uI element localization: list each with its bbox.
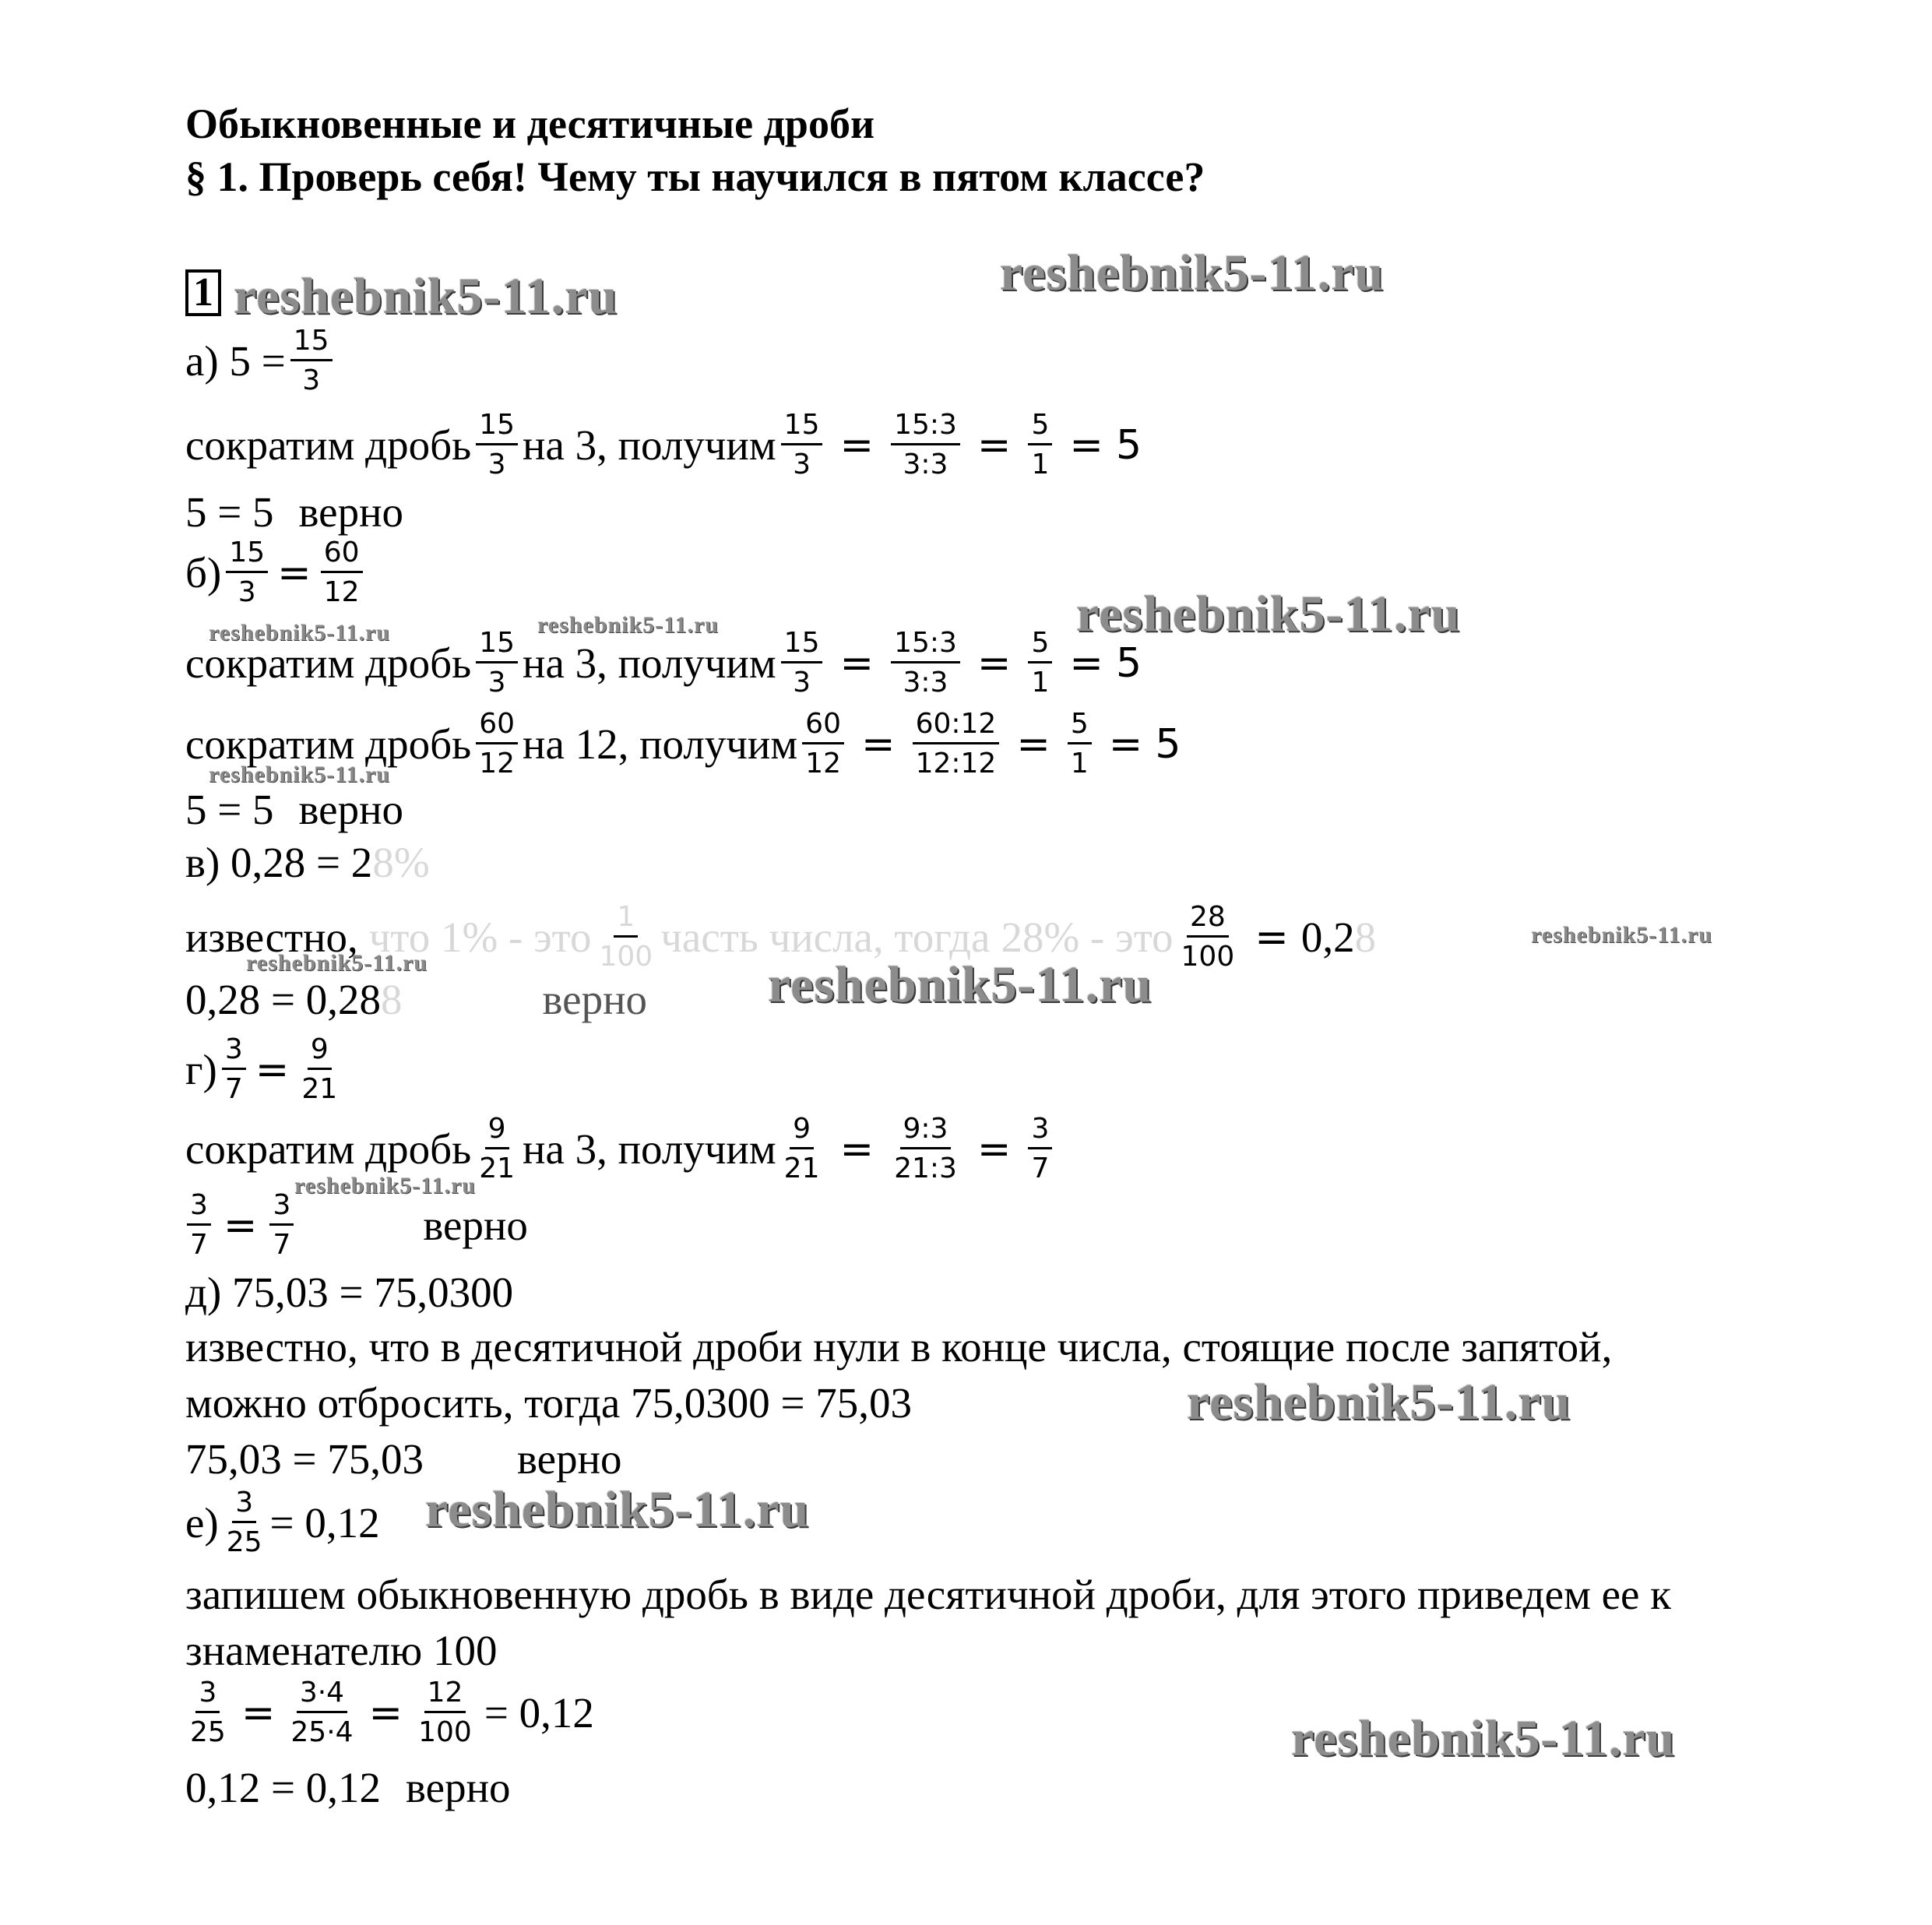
part-b-statement: б) $\frac{15}{3}$ = $\frac{60}{12}$	[185, 539, 368, 607]
fraction: $\frac{15:3}{3:3}$	[891, 411, 960, 479]
fraction: $\frac{12}{100}$	[418, 1677, 472, 1748]
fraction: $\frac{15}{3}$	[290, 327, 333, 395]
fraction: $\frac{60}{12}$	[802, 710, 844, 778]
part-g-check: $\frac{3}{7}$ = $\frac{3}{7}$ верно	[182, 1191, 528, 1259]
fraction: $\frac{9}{21}$	[479, 1113, 516, 1184]
fraction: $\frac{1}{100}$	[599, 901, 653, 973]
watermark: reshebnik5-11.ru	[537, 612, 719, 638]
watermark: reshebnik5-11.ru	[1531, 922, 1712, 948]
part-a-solution: сократим дробь $\frac{15}{3}$ на 3, получим $\frac{15}{3}$ = $\frac{15:3}{3:3}$ = $\frac{5}{1}$ = 5	[185, 409, 1142, 480]
watermark: reshebnik5-11.ru	[1291, 1710, 1676, 1767]
task-number: 1	[185, 269, 221, 316]
fraction: $\frac{9:3}{21:3}$	[894, 1113, 957, 1184]
fraction: $\frac{9}{21}$	[783, 1113, 820, 1184]
fraction: $\frac{3}{7}$	[222, 1036, 246, 1103]
part-v-check: 0,28 = 0,28 8 верно	[185, 976, 648, 1023]
watermark: reshebnik5-11.ru	[209, 620, 390, 646]
watermark: reshebnik5-11.ru	[425, 1481, 810, 1538]
fraction: $\frac{60:12}{12:12}$	[913, 710, 1000, 778]
part-e-text-1: запишем обыкновенную дробь в виде десятичной дроби, для этого приведем ее к	[185, 1571, 1671, 1618]
fraction: $\frac{15}{3}$	[476, 411, 518, 479]
part-d-statement: д) 75,03 = 75,0300	[185, 1269, 514, 1316]
fraction: $\frac{15:3}{3:3}$	[891, 629, 960, 697]
fraction: $\frac{3}{7}$	[187, 1191, 211, 1259]
watermark: reshebnik5-11.ru	[768, 956, 1153, 1013]
watermark: reshebnik5-11.ru	[246, 950, 428, 976]
fraction: $\frac{15}{3}$	[781, 629, 823, 697]
part-d-text-2: можно отбросить, тогда 75,0300 = 75,03	[185, 1379, 913, 1427]
chapter-title: Обыкновенные и десятичные дроби	[185, 100, 875, 147]
part-d-text-1: известно, что в десятичной дроби нули в конце числа, стоящие после запятой,	[185, 1323, 1613, 1371]
part-a-statement: а) 5 = $\frac{15}{3}$	[185, 327, 337, 395]
fraction: $\frac{60}{12}$	[476, 710, 518, 778]
part-b-solution-2: сократим дробь $\frac{60}{12}$ на 12, получим $\frac{60}{12}$ = $\frac{60:12}{12:12}$ = $\frac{5}{1}$ = 5	[185, 708, 1181, 780]
fraction: $\frac{3}{25}$	[226, 1487, 262, 1558]
part-b-check: 5 = 5 верно	[185, 786, 404, 833]
fraction: $\frac{5}{1}$	[1028, 411, 1052, 479]
section-title: § 1. Проверь себя! Чему ты научился в пятом классе?	[185, 153, 1205, 200]
fraction: $\frac{15}{3}$	[781, 411, 823, 479]
fraction: $\frac{3}{7}$	[1028, 1115, 1052, 1183]
fraction: $\frac{9}{21}$	[301, 1033, 338, 1105]
fraction: $\frac{15}{3}$	[476, 629, 518, 697]
fraction: $\frac{5}{1}$	[1068, 710, 1092, 778]
fraction: $\frac{3\cdot 4}{25\cdot 4}$	[290, 1677, 354, 1748]
part-e-check: 0,12 = 0,12 верно	[185, 1764, 511, 1811]
watermark: reshebnik5-11.ru	[1076, 586, 1461, 642]
fraction: $\frac{15}{3}$	[226, 539, 268, 607]
part-e-text-2: знаменателю 100	[185, 1627, 498, 1674]
part-e-solution: $\frac{3}{25}$ = $\frac{3\cdot 4}{25\cdot 4}$ = $\frac{12}{100}$ = 0,12	[182, 1679, 594, 1747]
watermark: reshebnik5-11.ru	[1187, 1374, 1571, 1431]
part-e-statement: е) $\frac{3}{25}$ = 0,12	[185, 1487, 380, 1558]
fraction: $\frac{28}{100}$	[1181, 901, 1235, 973]
fraction: $\frac{5}{1}$	[1028, 629, 1052, 697]
fraction: $\frac{3}{25}$	[190, 1677, 226, 1748]
watermark: reshebnik5-11.ru	[234, 268, 618, 325]
part-d-check: 75,03 = 75,03 верно	[185, 1435, 622, 1483]
fraction: $\frac{60}{12}$	[321, 539, 363, 607]
part-g-solution: сократим дробь $\frac{9}{21}$ на 3, получим $\frac{9}{21}$ = $\frac{9:3}{21:3}$ = $\frac{3}{7}$	[185, 1115, 1057, 1183]
part-v-statement: в) 0,28 = 2 8%	[185, 839, 430, 886]
part-g-statement: г) $\frac{3}{7}$ = $\frac{9}{21}$	[185, 1036, 345, 1103]
part-v-solution: известно, что 1% - это $\frac{1}{100}$ часть числа, тогда 28% - это $\frac{28}{100}$ = 0,2 8	[185, 901, 1377, 973]
watermark: reshebnik5-11.ru	[294, 1173, 476, 1198]
fraction: $\frac{3}{7}$	[269, 1191, 294, 1259]
watermark: reshebnik5-11.ru	[1000, 245, 1385, 301]
watermark: reshebnik5-11.ru	[209, 762, 390, 787]
part-b-solution-1: сократим дробь $\frac{15}{3}$ на 3, получим $\frac{15}{3}$ = $\frac{15:3}{3:3}$ = $\frac{5}{1}$ = 5	[185, 627, 1142, 699]
part-a-check: 5 = 5 верно	[185, 488, 404, 536]
